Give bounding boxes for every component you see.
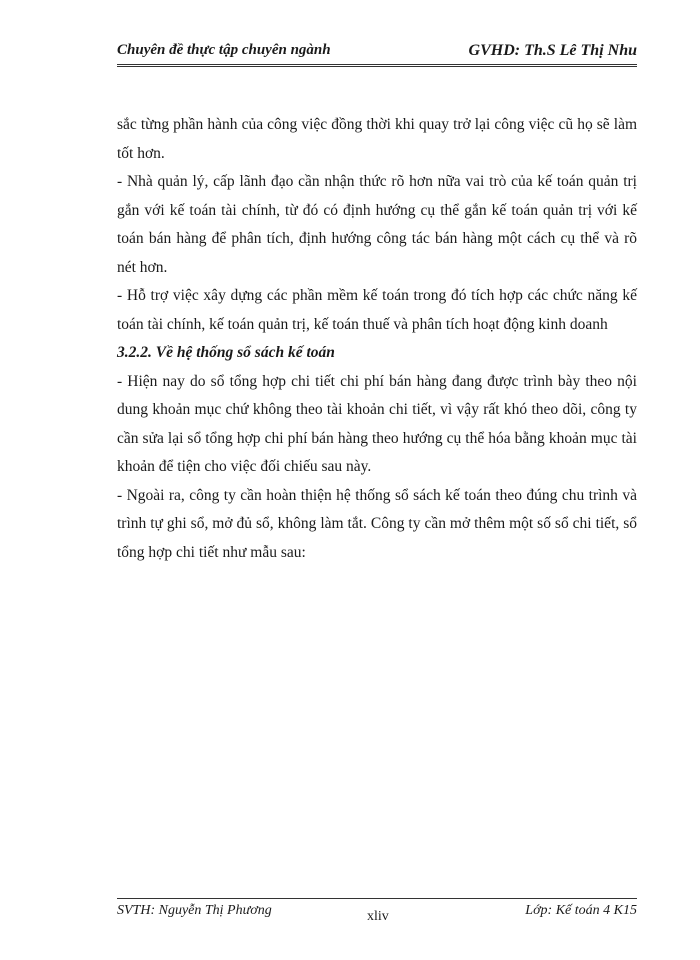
- paragraph-software: - Hỗ trợ việc xây dựng các phần mềm kế toán trong đó tích hợp các chức năng kế toán tài chính, kế toán quản trị, kế toán thuế và phân tích hoạt động kinh doanh: [117, 287, 637, 333]
- paragraph-continuation: sắc từng phần hành của công việc đồng thời khi quay trở lại công việc cũ họ sẽ làm tốt hơn.: [117, 116, 637, 162]
- page-header: [117, 38, 637, 67]
- page-number: xliv: [367, 909, 389, 924]
- footer-class: Lớp: Kế toán 4 K15: [525, 903, 637, 918]
- header-course-title: Chuyên đề thực tập chuyên ngành: [117, 42, 331, 58]
- paragraph-bookkeeping: - Ngoài ra, công ty cần hoàn thiện hệ thống sổ sách kế toán theo đúng chu trình và trình tự ghi sổ, mở đủ sổ, không làm tắt. Công ty cần mở thêm một số sổ chi tiết, sổ tổng hợp chi tiết như mẫu sau:: [117, 486, 637, 561]
- footer-student: SVTH: Nguyễn Thị Phương: [117, 903, 272, 918]
- document-body: [117, 111, 637, 567]
- section-heading: 3.2.2. Về hệ thống sổ sách kế toán: [117, 344, 335, 361]
- header-supervisor: GVHD: Th.S Lê Thị Nhu: [468, 42, 637, 59]
- page-footer: [117, 898, 637, 929]
- paragraph-ledger: - Hiện nay do sổ tổng hợp chi tiết chi phí bán hàng đang được trình bày theo nội dung khoản mục chứ không theo tài khoản chi tiết, vì vậy rất khó theo dõi, công ty cần sửa lại sổ tổng hợp chi phí bán hàng theo hướng cụ thể hóa bằng khoản mục tài khoản để tiện cho việc đối chiếu sau này.: [117, 372, 637, 475]
- paragraph-managers: - Nhà quản lý, cấp lãnh đạo cần nhận thức rõ hơn nữa vai trò của kế toán quản trị gắn với kế toán tài chính, từ đó có định hướng cụ thể gắn kế toán quản trị với kế toán bán hàng để phân tích, định hướng công tác bán hàng một cách cụ thể và rõ nét hơn.: [117, 173, 637, 276]
